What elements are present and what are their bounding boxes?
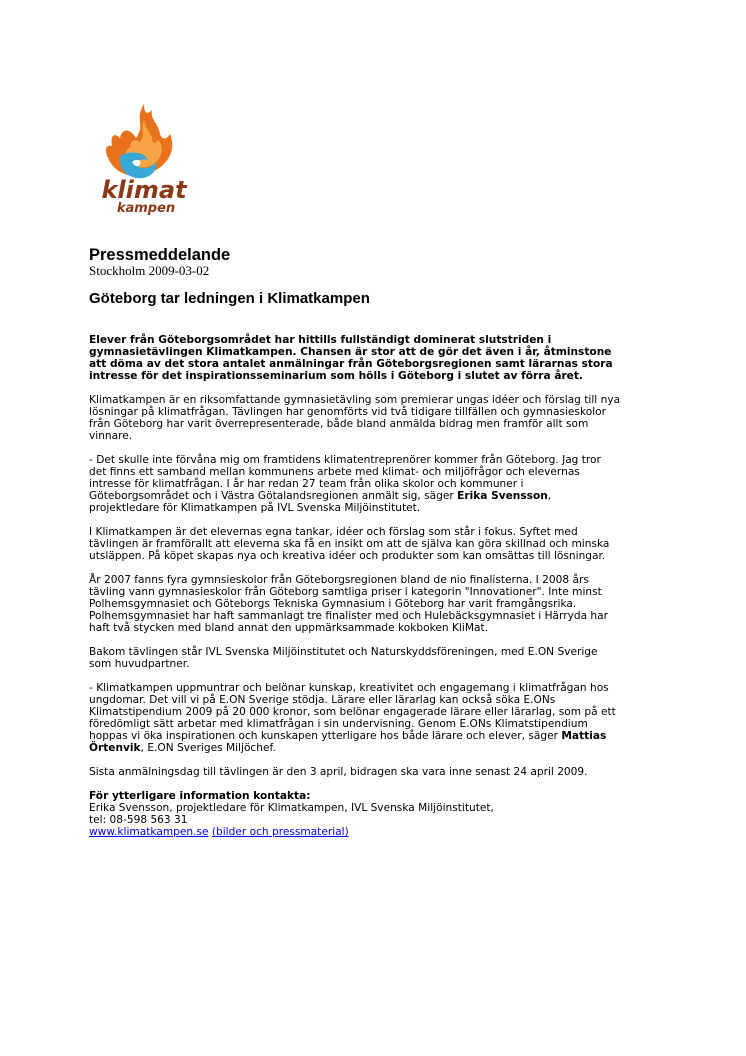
contact-links <box>89 826 669 838</box>
press-material-link[interactable]: (bilder och pressmaterial) <box>211 826 349 838</box>
paragraph-3: I Klimatkampen är det elevernas egna tankar, idéer och förslag som står i fokus. Syftet med tävlingen är framförallt att eleverna ska få en insikt om att de själva kan göra skillnad och minska utsläppen. På köpet skapas nya och kreativa idéer och produkter som kan omsättas till lösningar. <box>89 526 610 562</box>
paragraph-7: Sista anmälningsdag till tävlingen är den 3 april, bidragen ska vara inne senast 24 april 2009. <box>89 766 588 778</box>
klimatkampen-logo <box>86 98 202 216</box>
speaker-title: , projektledare för Klimatkampen på IVL Svenska Miljöinstitutet. <box>89 490 552 514</box>
speaker-name: Mattias Örtenvik <box>89 730 607 754</box>
dateline: Stockholm 2009-03-02 <box>89 263 210 278</box>
headline: Göteborg tar ledningen i Klimatkampen <box>89 290 370 307</box>
contact-person: Erika Svensson, projektledare för Klimatkampen, IVL Svenska Miljöinstitutet, <box>89 802 494 814</box>
press-release-body <box>89 334 669 838</box>
paragraph-4: År 2007 fanns fyra gymnsieskolor från Göteborgsregionen bland de nio finalisterna. I 2008 års tävling vann gymnasieskolor från Göteborg samtliga priser i kategorin "Innovationer". Inte minst Polhemsgymnasiet och Göteborgs Tekniska Gymnasium i Göteborg har varit framgångsrika. Polhemsgymnasiet har haft sammanlagt tre finalister med och Hulebäcksgymnasiet i Härryda har haft två stycken med bland annat den uppmärksammade kokboken KliMat. <box>89 574 608 634</box>
logo-word-klimat: klimat <box>101 176 187 204</box>
quote-text: - Det skulle inte förvåna mig om framtidens klimatentreprenörer kommer från Göteborg. Jag tror det finns ett samband mellan kommunens arbete med klimat- och miljöfrågor och elevernas intresse för klimatfrågan. I år har redan 27 team från olika skolor och kommuner i Göteborgsområdet och i Västra Götalandsregionen anmält sig, säger <box>89 454 601 502</box>
contact-heading: För ytterligare information kontakta: <box>89 790 311 802</box>
contact-block <box>89 790 669 838</box>
paragraph-5: Bakom tävlingen står IVL Svenska Miljöinstitutet och Naturskyddsföreningen, med E.ON Sverige som huvudpartner. <box>89 646 598 670</box>
flame-wave-icon <box>86 98 202 216</box>
logo-word-kampen: kampen <box>116 201 176 216</box>
lead-paragraph: Elever från Göteborgsområdet har hittills fullständigt dominerat slutstriden i gymnasietävlingen Klimatkampen. Chansen är stor att de gör det även i år, åtminstone att döma av det stora antalet anmälningar från Göteborgsregionen samt lärarnas stora intresse för det inspirationsseminarium som hölls i Göteborg i slutet av förra året. <box>89 334 613 382</box>
paragraph-1: Klimatkampen är en riksomfattande gymnasietävling som premierar ungas idéer och förslag till nya lösningar på klimatfrågan. Tävlingen har genomförts vid två tidigare tillfällen och gymnasieskolor från Göteborg har varit överrepresenterade, både bland anmälda bidrag men framför allt som vinnare. <box>89 394 621 442</box>
paragraph-2 <box>89 454 669 514</box>
quote-text: - Klimatkampen uppmuntrar och belönar kunskap, kreativitet och engagemang i klimatfrågan hos ungdomar. Det vill vi på E.ON Sverige stödja. Lärare eller lärarlag kan också söka E.ONs Klimatstipendium 2009 på 20 000 kronor, som belönar engagerade lärare eller lärarlag, som på ett föredömligt sätt arbetar med klimatfrågan i sin undervisning. Genom E.ONs Klimatstipendium hoppas vi öka inspirationen och kunskapen ytterligare hos både lärare och elever, säger <box>89 682 616 742</box>
paragraph-6 <box>89 682 669 754</box>
speaker-name: Erika Svensson <box>457 490 548 502</box>
contact-phone: tel: 08-598 563 31 <box>89 814 188 826</box>
website-link[interactable]: www.klimatkampen.se <box>89 826 209 838</box>
speaker-title: , E.ON Sveriges Miljöchef. <box>140 742 276 754</box>
document-type: Pressmeddelande <box>89 246 231 264</box>
